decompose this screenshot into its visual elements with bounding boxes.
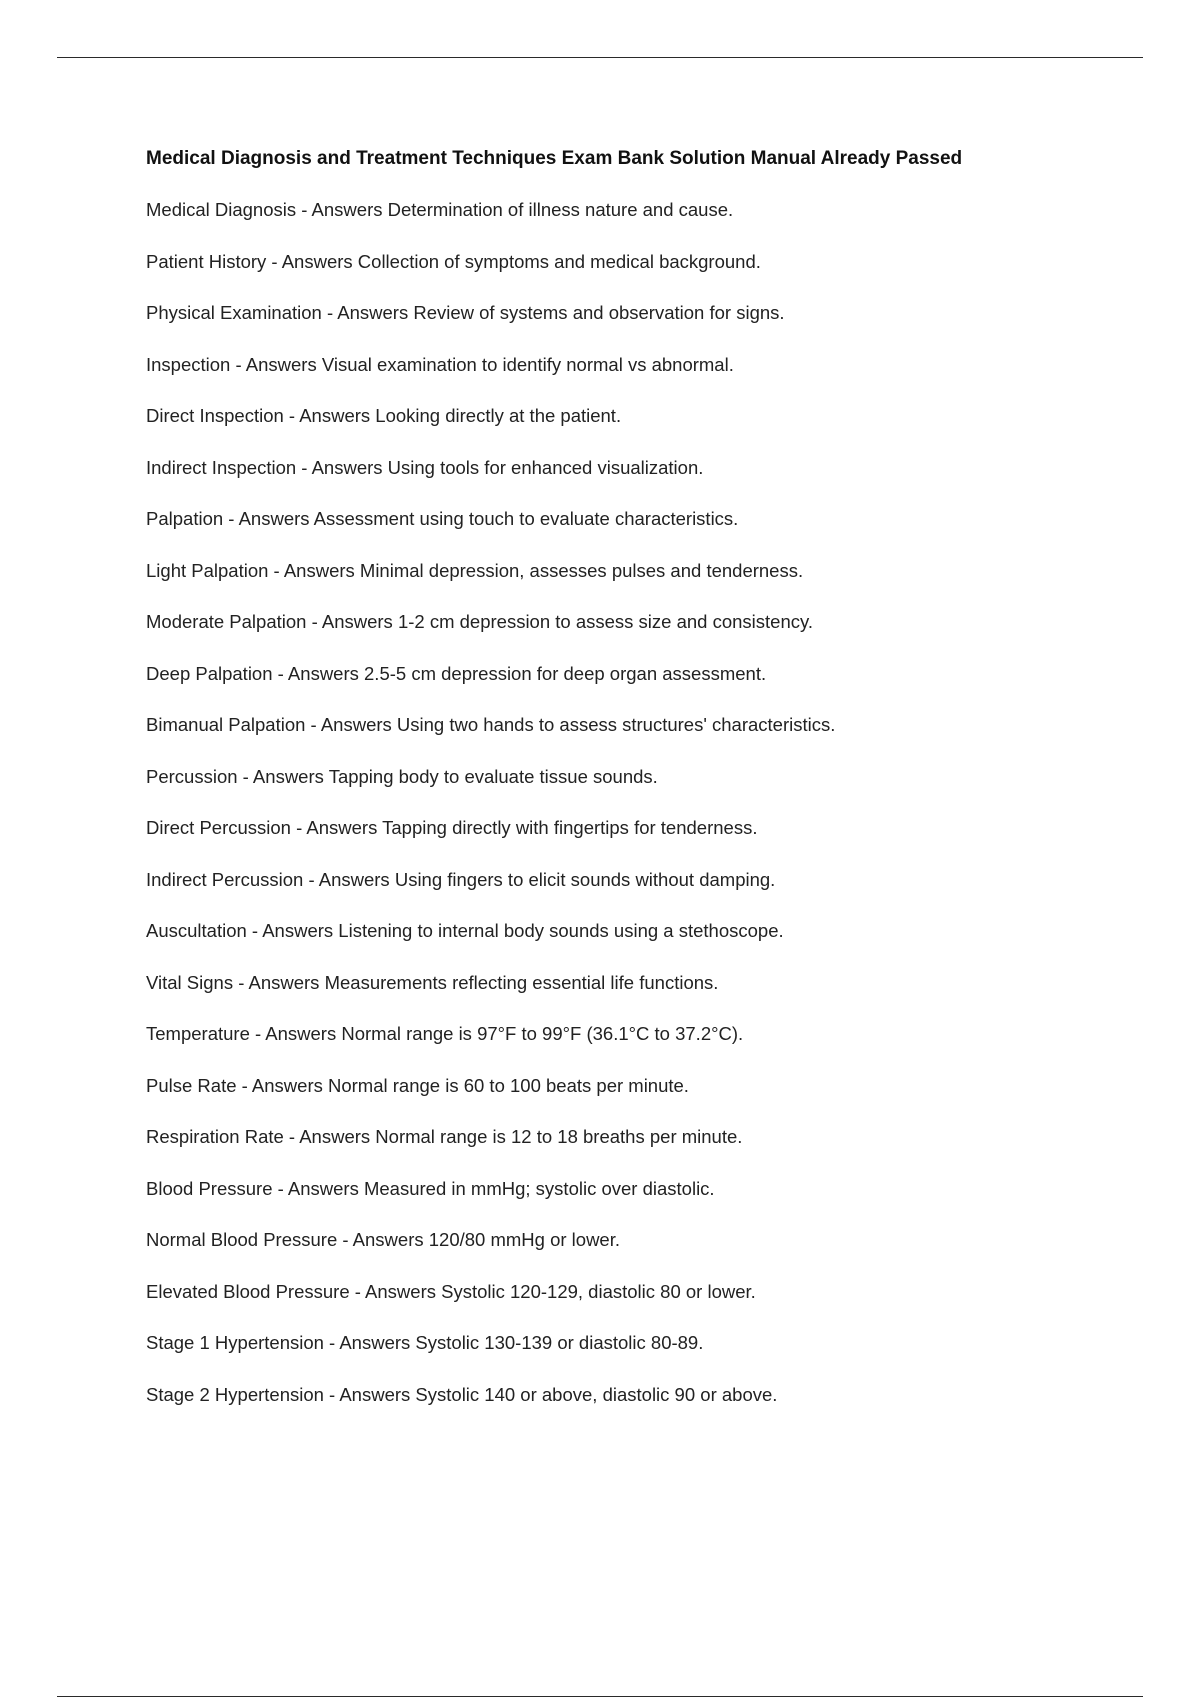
top-divider [57, 57, 1143, 58]
qa-answer: Review of systems and observation for signs. [413, 302, 785, 323]
qa-term: Temperature [146, 1023, 250, 1044]
qa-term: Palpation [146, 508, 224, 529]
qa-term: Indirect Percussion [146, 868, 304, 890]
qa-separator: - Answers [323, 1332, 416, 1353]
qa-separator: - Answers [306, 611, 398, 632]
qa-term: Blood Pressure [146, 1177, 273, 1199]
qa-separator: - Answers [349, 1280, 442, 1302]
qa-item [146, 609, 1106, 635]
qa-item [146, 918, 1106, 944]
qa-answer: Normal range is 60 to 100 beats per minute. [328, 1074, 689, 1096]
qa-separator: - Answers [296, 199, 388, 220]
qa-term: Elevated Blood Pressure [146, 1280, 350, 1302]
qa-answer: Tapping directly with fingertips for tenderness. [382, 817, 758, 838]
qa-separator: - Answers [266, 250, 358, 272]
qa-separator: - Answers [272, 1177, 364, 1199]
qa-separator: - Answers [303, 868, 395, 890]
qa-separator: - Answers [296, 456, 388, 478]
qa-answer: Minimal depression, assesses pulses and tenderness. [359, 559, 804, 581]
qa-answer: Systolic 140 or above, diastolic 90 or above. [415, 1383, 778, 1405]
qa-item [146, 970, 1106, 996]
qa-item [146, 558, 1106, 584]
qa-term: Stage 2 Hypertension [146, 1383, 324, 1405]
qa-answer: Determination of illness nature and cause. [387, 199, 734, 220]
qa-item [146, 1382, 1106, 1408]
qa-answer: Listening to internal body sounds using a stethoscope. [338, 920, 784, 941]
qa-term: Moderate Palpation [146, 611, 307, 632]
qa-term: Indirect Inspection [146, 456, 297, 478]
qa-answer: Normal range is 12 to 18 breaths per minute. [375, 1126, 743, 1147]
qa-answer: Looking directly at the patient. [375, 405, 622, 426]
qa-term: Physical Examination [146, 302, 322, 323]
qa-item [146, 764, 1106, 790]
qa-term: Percussion [146, 765, 238, 787]
qa-term: Auscultation [146, 920, 247, 941]
qa-separator: - Answers [305, 714, 397, 735]
qa-separator: - Answers [323, 1383, 416, 1405]
qa-term: Pulse Rate [146, 1074, 237, 1096]
qa-term: Bimanual Palpation [146, 714, 306, 735]
qa-item [146, 249, 1106, 275]
qa-item [146, 352, 1106, 378]
qa-answer: Using tools for enhanced visualization. [387, 456, 704, 478]
qa-term: Inspection [146, 353, 231, 375]
qa-answer: Using fingers to elicit sounds without damping. [394, 868, 776, 890]
qa-separator: - Answers [246, 920, 339, 941]
qa-term: Light Palpation [146, 559, 269, 581]
qa-term: Direct Percussion [146, 817, 291, 838]
qa-term: Patient History [146, 250, 267, 272]
qa-item [146, 455, 1106, 481]
qa-term: Direct Inspection [146, 405, 284, 426]
qa-answer: Using two hands to assess structures' characteristics. [396, 714, 836, 735]
qa-item [146, 300, 1106, 326]
qa-separator: - Answers [290, 817, 383, 838]
qa-separator: - Answers [223, 508, 314, 529]
qa-item [146, 1227, 1106, 1253]
qa-term: Vital Signs [146, 971, 234, 993]
qa-answer: Tapping body to evaluate tissue sounds. [328, 765, 658, 787]
qa-term: Stage 1 Hypertension [146, 1332, 324, 1353]
qa-item [146, 1176, 1106, 1202]
qa-answer: Measured in mmHg; systolic over diastolic. [363, 1177, 715, 1199]
qa-item [146, 815, 1106, 841]
document-title: Medical Diagnosis and Treatment Techniques Exam Bank Solution Manual Already Passed [146, 148, 963, 169]
qa-answer: Assessment using touch to evaluate characteristics. [313, 508, 739, 529]
qa-item [146, 506, 1106, 532]
qa-separator: - Answers [272, 662, 365, 684]
qa-separator: - Answers [237, 765, 329, 787]
qa-separator: - Answers [249, 1023, 342, 1044]
qa-answer: 2.5-5 cm depression for deep organ assessment. [364, 662, 767, 684]
qa-separator: - Answers [283, 1126, 376, 1147]
qa-item [146, 197, 1106, 223]
qa-answer: Systolic 130-139 or diastolic 80-89. [415, 1332, 704, 1353]
qa-item [146, 1330, 1106, 1356]
qa-term: Respiration Rate [146, 1126, 284, 1147]
qa-separator: - Answers [321, 302, 414, 323]
qa-term: Medical Diagnosis [146, 199, 297, 220]
qa-item [146, 1073, 1106, 1099]
qa-term: Normal Blood Pressure [146, 1229, 338, 1250]
qa-item [146, 712, 1106, 738]
qa-item [146, 1124, 1106, 1150]
qa-separator: - Answers [283, 405, 376, 426]
qa-answer: 1-2 cm depression to assess size and consistency. [397, 611, 814, 632]
qa-separator: - Answers [337, 1229, 429, 1250]
qa-separator: - Answers [236, 1074, 328, 1096]
qa-answer: Collection of symptoms and medical background. [357, 250, 761, 272]
document-body [146, 146, 1106, 1433]
bottom-divider [57, 1696, 1143, 1697]
qa-list [146, 197, 1106, 1408]
qa-item [146, 1279, 1106, 1305]
qa-item [146, 661, 1106, 687]
qa-answer: Normal range is 97°F to 99°F (36.1°C to 37.2°C). [341, 1023, 744, 1044]
qa-item [146, 867, 1106, 893]
qa-answer: Systolic 120-129, diastolic 80 or lower. [441, 1280, 756, 1302]
qa-term: Deep Palpation [146, 662, 273, 684]
qa-answer: 120/80 mmHg or lower. [428, 1229, 621, 1250]
qa-answer: Measurements reflecting essential life functions. [324, 971, 719, 993]
qa-answer: Visual examination to identify normal vs abnormal. [321, 353, 734, 375]
qa-item [146, 403, 1106, 429]
qa-separator: - Answers [230, 353, 322, 375]
qa-separator: - Answers [268, 559, 360, 581]
qa-item [146, 1021, 1106, 1047]
qa-separator: - Answers [233, 971, 325, 993]
